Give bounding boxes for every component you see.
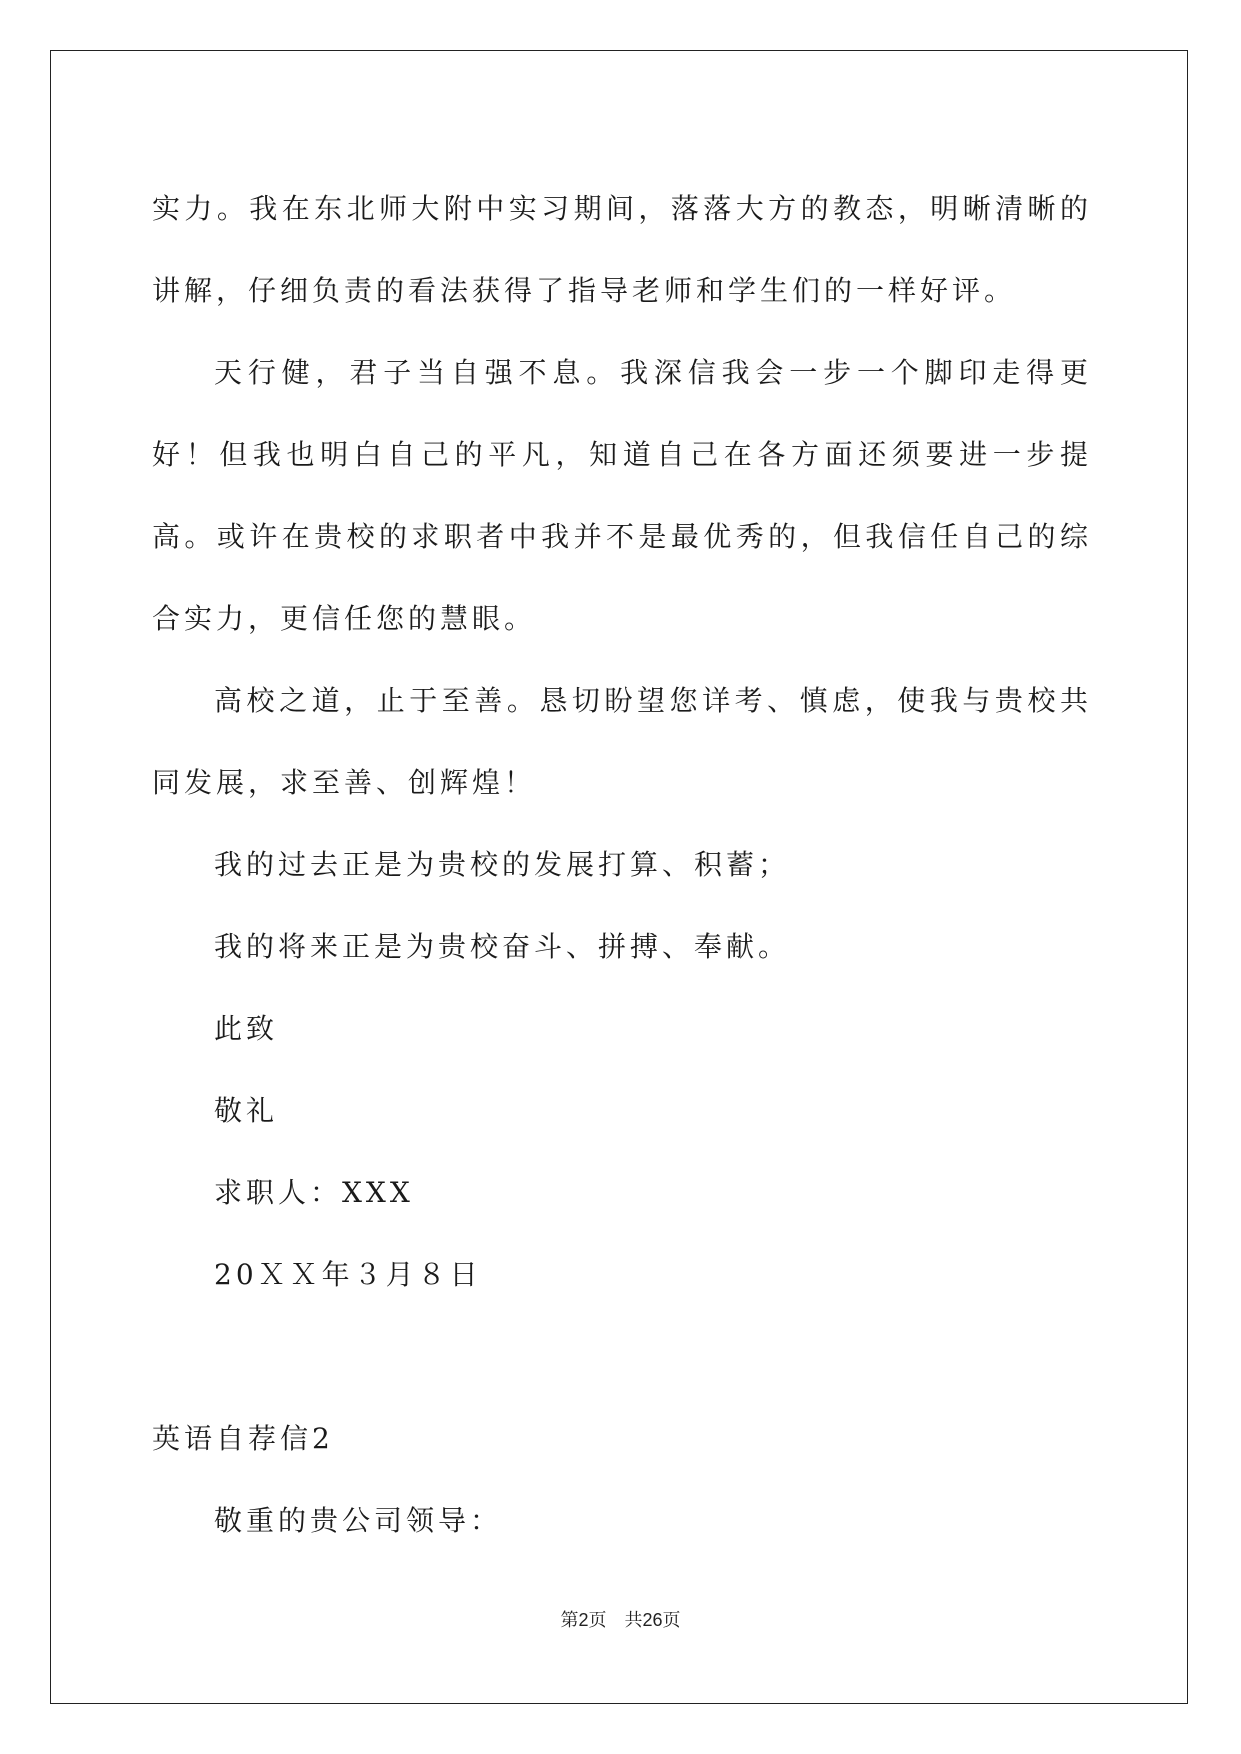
page-number-total: 共26页 <box>624 1610 681 1630</box>
salutation: 敬重的贵公司领导： <box>214 1504 503 1537</box>
section-title: 英语自荐信2 <box>152 1422 334 1455</box>
closing-jingli: 敬礼 <box>214 1094 279 1127</box>
paragraph-university-motto: 高校之道，止于至善。恳切盼望您详考、慎虑，使我与贵校共同发展，求至善、创辉煌！ <box>152 684 1092 799</box>
page-number-current: 第2页 <box>560 1610 607 1630</box>
paragraph-internship: 实力。我在东北师大附中实习期间，落落大方的教态，明晰清晰的讲解，仔细负责的看法获得了指导老师和学生们的一样好评。 <box>152 192 1092 307</box>
line-future: 我的将来正是为贵校奋斗、拼搏、奉献。 <box>214 930 791 963</box>
line-past: 我的过去正是为贵校的发展打算、积蓄； <box>214 848 791 881</box>
document-body <box>152 168 1092 1562</box>
date: 20ＸＸ年３月８日 <box>214 1258 482 1291</box>
signature: 求职人：XXX <box>214 1176 414 1209</box>
paragraph-self-confidence: 天行健，君子当自强不息。我深信我会一步一个脚印走得更好！但我也明白自己的平凡，知道自己在各方面还须要进一步提高。或许在贵校的求职者中我并不是最优秀的，但我信任自己的综合实力，更信任您的慧眼。 <box>152 356 1092 635</box>
spacer <box>152 1316 1092 1398</box>
closing-zhizhi: 此致 <box>214 1012 279 1045</box>
page-footer <box>0 1606 1241 1632</box>
